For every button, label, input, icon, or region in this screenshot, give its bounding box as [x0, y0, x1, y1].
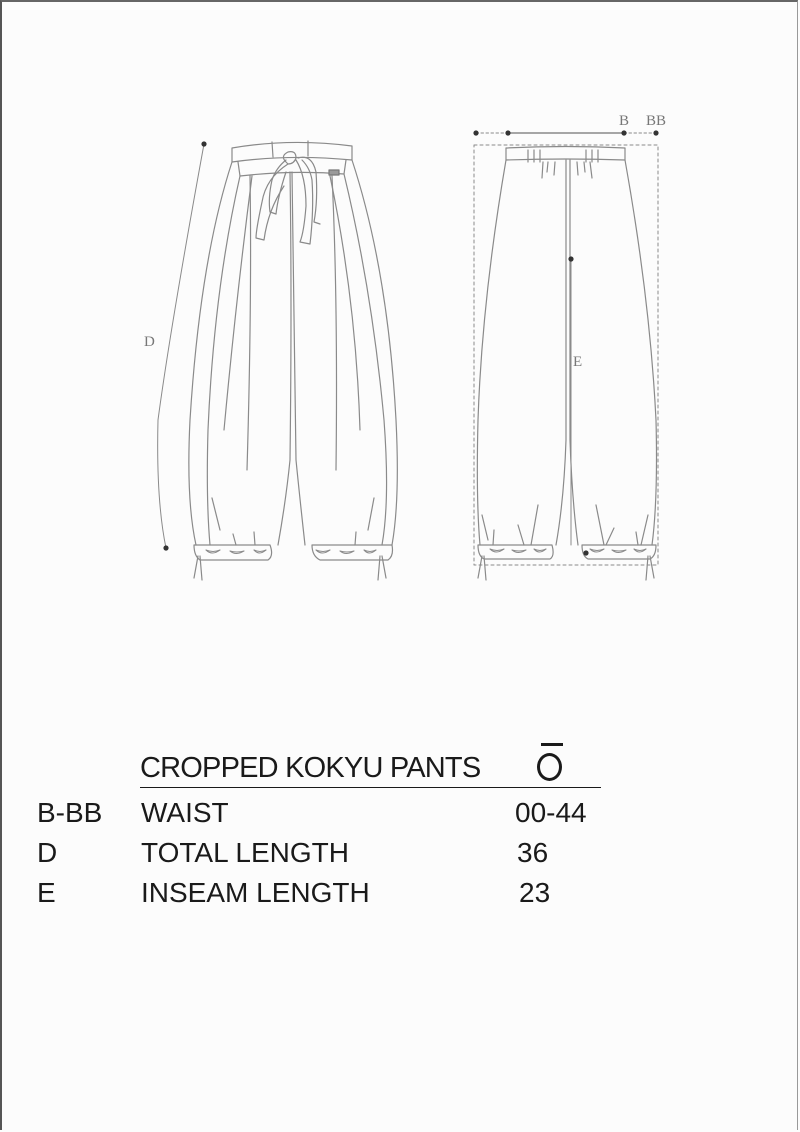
spec-code: B-BB [37, 797, 103, 828]
spec-code: D [37, 837, 58, 868]
spec-name: INSEAM LENGTH [141, 877, 370, 908]
label-bb: BB [646, 113, 667, 129]
title-underline [140, 787, 601, 788]
brand-logo-icon [534, 740, 574, 786]
spec-row-waist [0, 797, 800, 833]
label-d: D [144, 334, 155, 350]
label-e: E [573, 354, 583, 370]
spec-row-total-length [0, 837, 800, 873]
product-title: CROPPED KOKYU PANTS [140, 752, 481, 784]
spec-name: TOTAL LENGTH [141, 837, 349, 868]
spec-value: 23 [519, 877, 551, 908]
spec-code: E [37, 877, 56, 908]
label-b: B [619, 113, 630, 129]
spec-row-inseam-length [0, 877, 800, 913]
spec-value: 00-44 [515, 797, 587, 828]
spec-name: WAIST [141, 797, 229, 828]
spec-value: 36 [517, 837, 549, 868]
